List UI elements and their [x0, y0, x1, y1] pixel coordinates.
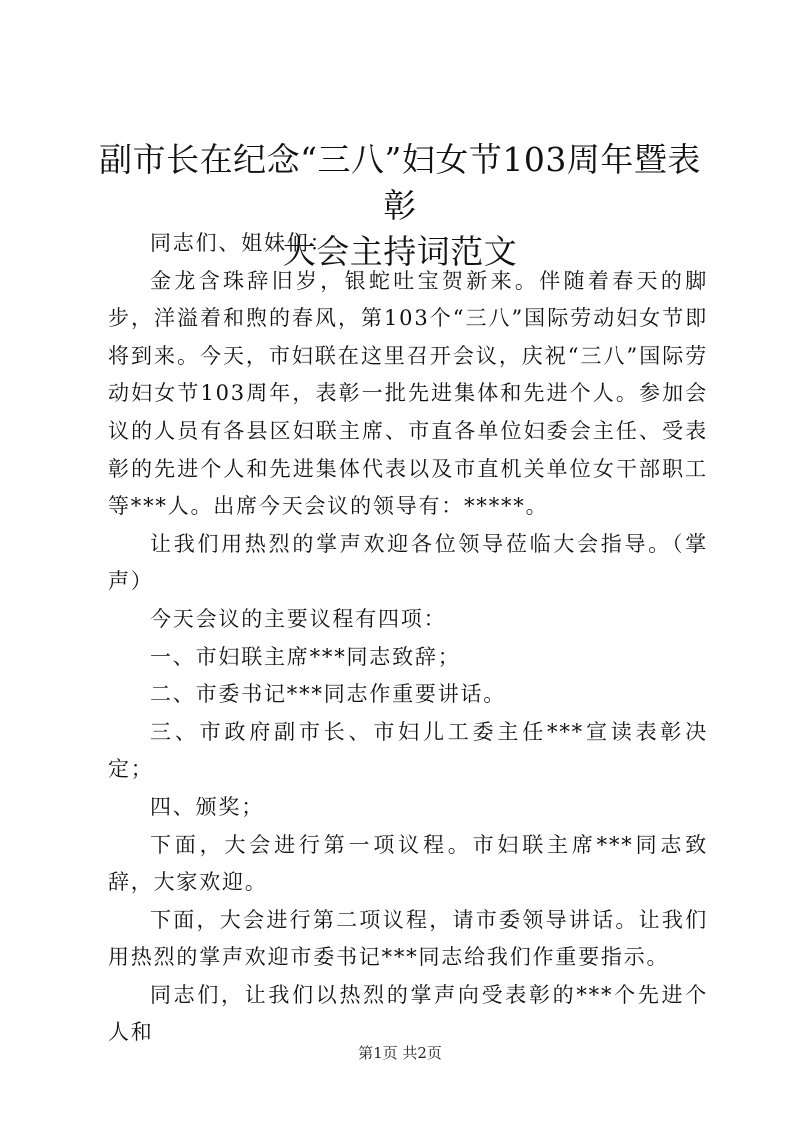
- paragraph-opening: 金龙含珠辞旧岁，银蛇吐宝贺新来。伴随着春天的脚步，洋溢着和煦的春风，第103个“三八”国际劳动妇女节即将到来。今天，市妇联在这里召开会议，庆祝“三八”国际劳动妇女节103周年，表彰一批先进集体和先进个人。参加会议的人员有各县区妇联主席、市直各单位妇委会主任、受表彰的先进个人和先进集体代表以及市直机关单位女干部职工等***人。出席今天会议的领导有：*****。: [108, 268, 708, 519]
- paragraph-agenda-intro: 今天会议的主要议程有四项：: [150, 606, 447, 631]
- paragraph-agenda-item-1: 一、市妇联主席***同志致辞；: [150, 644, 461, 669]
- paragraph-agenda-item-2: 二、市委书记***同志作重要讲话。: [150, 682, 507, 707]
- paragraph-greeting: 同志们、姐妹们：: [150, 231, 333, 255]
- paragraph-commendation: 同志们，让我们以热烈的掌声向受表彰的***个先进个人和: [108, 982, 708, 1045]
- document-body: [108, 225, 708, 1052]
- paragraph-first-item: 下面，大会进行第一项议程。市妇联主席***同志致辞，大家欢迎。: [108, 832, 708, 895]
- paragraph-second-item: 下面，大会进行第二项议程，请市委领导讲话。让我们用热烈的掌声欢迎市委书记***同志给我们作重要指示。: [108, 907, 708, 970]
- title-line-2: 大会主持词范文: [282, 232, 518, 271]
- paragraph-agenda-item-3: 三、市政府副市长、市妇儿工委主任***宣读表彰决定；: [108, 719, 708, 782]
- paragraph-agenda-item-4: 四、颁奖；: [150, 794, 264, 819]
- title-line-1: 副市长在纪念“三八”妇女节103周年暨表彰: [99, 140, 701, 225]
- paragraph-welcome: 让我们用热烈的掌声欢迎各位领导莅临大会指导。（掌声）: [108, 531, 708, 594]
- page-number-footer: 第1页 共2页: [358, 1044, 442, 1062]
